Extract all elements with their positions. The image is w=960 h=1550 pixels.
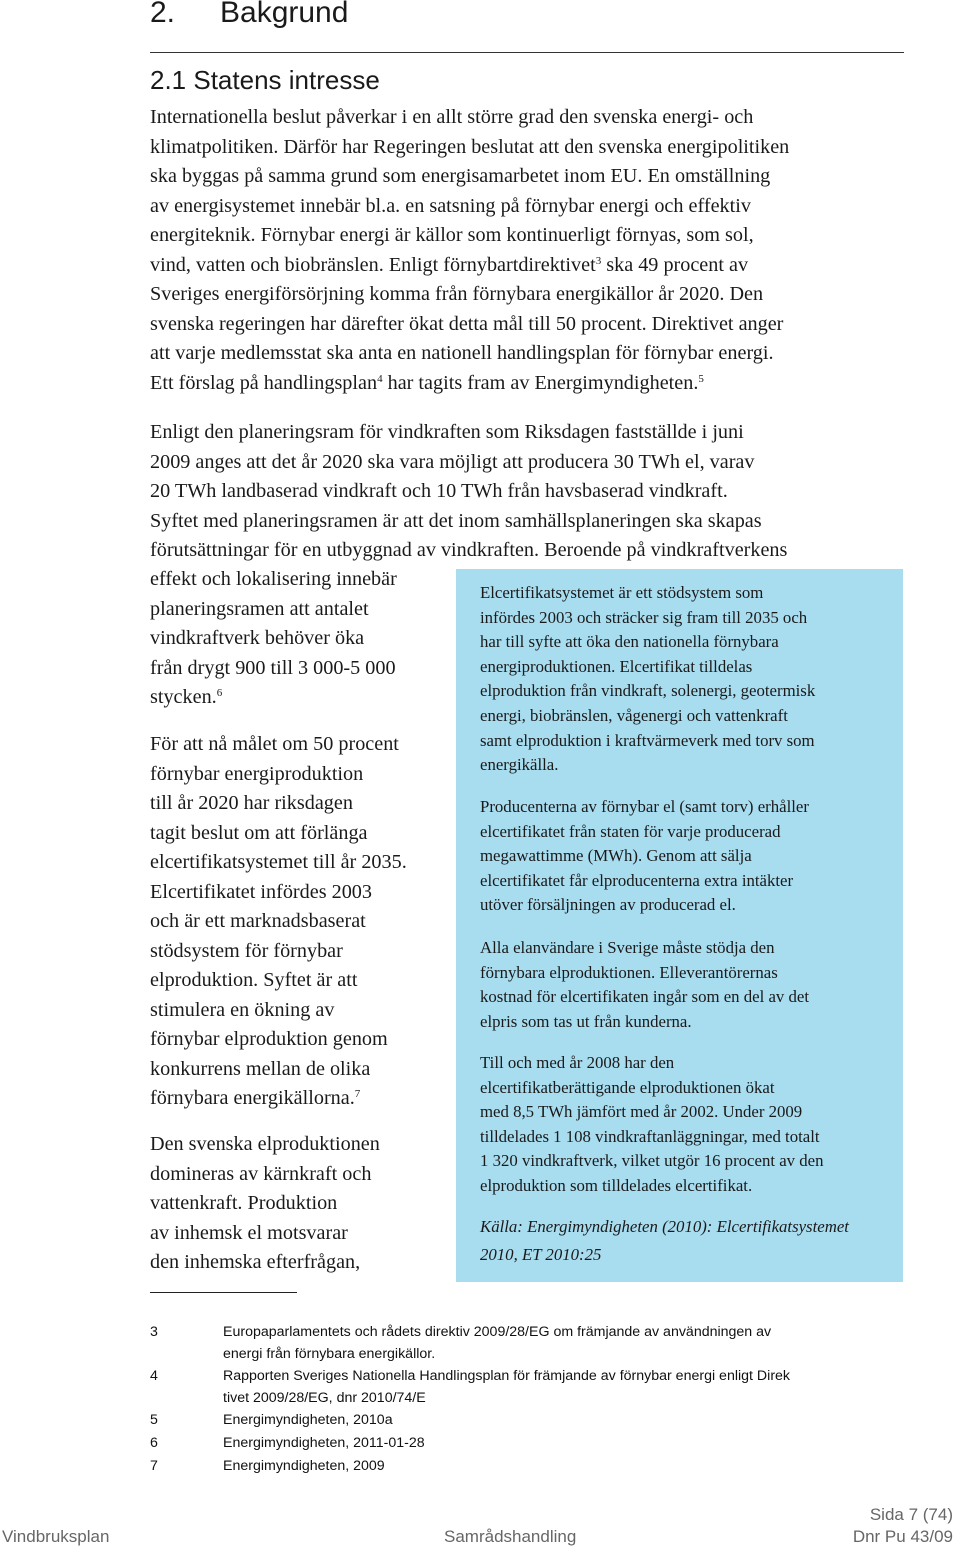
text-line: förnybara elproduktionen. Elleverantörernas bbox=[480, 962, 778, 982]
text-line: svenska regeringen har därefter ökat detta mål till 50 procent. Direktivet anger bbox=[150, 312, 784, 335]
text-line: 20 TWh landbaserad vindkraft och 10 TWh från havsbaserad vindkraft. bbox=[150, 480, 728, 502]
text-line: Syftet med planeringsramen är att det inom samhällsplaneringen ska skapas bbox=[150, 509, 762, 532]
footnote-text: tivet 2009/28/EG, dnr 2010/74/E bbox=[223, 1390, 426, 1406]
text-line: utöver försäljningen av producerad el. bbox=[480, 895, 736, 915]
text-segment: Ett förslag på handlingsplan bbox=[150, 371, 378, 394]
text-segment: förnybara energikällorna. bbox=[150, 1087, 355, 1109]
text-line: elcertifikatet får elproducenterna extra intäkter bbox=[480, 870, 794, 890]
text-line: har till syfte att öka den nationella förnybara bbox=[480, 632, 779, 652]
text-line: Den svenska elproduktionen bbox=[150, 1133, 380, 1155]
text-line: domineras av kärnkraft och bbox=[150, 1162, 372, 1185]
text-line: stödsystem för förnybar bbox=[150, 939, 343, 962]
info-box bbox=[456, 569, 903, 1282]
footnote-text: Energimyndigheten, 2011-01-28 bbox=[223, 1435, 425, 1451]
text-line: ska byggas på samma grund som energisamarbetet inom EU. En omställning bbox=[150, 165, 771, 187]
footer-document-name: Vindbruksplan bbox=[2, 1527, 110, 1546]
text-line: elcertifikatet från staten för varje producerad bbox=[480, 821, 781, 841]
text-line: tagit beslut om att förlänga bbox=[150, 821, 368, 844]
text-line bbox=[150, 369, 789, 399]
text-line: Enligt den planeringsram för vindkraften som Riksdagen fastställde i juni bbox=[150, 421, 744, 443]
footnote-number: 3 bbox=[150, 1324, 158, 1340]
text-line: vindkraftverk behöver öka bbox=[150, 627, 365, 649]
footer-reference-number: Dnr Pu 43/09 bbox=[852, 1527, 953, 1546]
paragraph-2 bbox=[150, 418, 787, 566]
text-line: elcertifikatsystemet till år 2035. bbox=[150, 851, 407, 873]
text-line: megawattimme (MWh). Genom att sälja bbox=[480, 846, 752, 866]
chapter-title: Bakgrund bbox=[220, 0, 349, 29]
info-paragraph bbox=[480, 581, 815, 778]
text-line: och är ett marknadsbaserat bbox=[150, 910, 366, 932]
footnote-text: Rapporten Sveriges Nationella Handlingsplan för främjande av förnybar energi enligt Direk bbox=[223, 1368, 791, 1384]
text-line: energiproduktionen. Elcertifikat tilldelas bbox=[480, 656, 753, 676]
footnote-number: 5 bbox=[150, 1412, 158, 1428]
text-line: 1 320 vindkraftverk, vilket utgör 16 procent av den bbox=[480, 1151, 824, 1171]
text-line: Sveriges energiförsörjning komma från förnybara energikällor år 2020. Den bbox=[150, 283, 764, 305]
text-line: förutsättningar för en utbyggnad av vindkraften. Beroende på vindkraftverkens bbox=[150, 539, 788, 561]
text-line: 2009 anges att det år 2020 ska vara möjligt att producera 30 TWh el, varav bbox=[150, 450, 755, 473]
text-line: Producenterna av förnybar el (samt torv) erhåller bbox=[480, 797, 809, 816]
text-line: energikälla. bbox=[480, 755, 559, 775]
text-line: elproduktion. Syftet är att bbox=[150, 969, 358, 991]
text-line: från drygt 900 till 3 000-5 000 bbox=[150, 656, 396, 679]
info-paragraph bbox=[480, 1051, 823, 1199]
text-line: stimulera en ökning av bbox=[150, 998, 335, 1021]
text-line: klimatpolitiken. Därför har Regeringen beslutat att den svenska energipolitiken bbox=[150, 135, 790, 158]
text-line: energiteknik. Förnybar energi är källor som kontinuerligt förnyas, som sol, bbox=[150, 224, 754, 246]
info-source bbox=[480, 1213, 849, 1269]
left-column-block-1 bbox=[150, 565, 397, 713]
text-line: 2010, ET 2010:25 bbox=[480, 1245, 602, 1264]
text-segment: vind, vatten och biobränslen. Enligt förnybartdirektivet bbox=[150, 253, 596, 276]
text-line: planeringsramen att antalet bbox=[150, 597, 369, 620]
text-line: elproduktion som tilldelades elcertifikat. bbox=[480, 1175, 753, 1195]
info-paragraph bbox=[480, 795, 809, 918]
chapter-number: 2. bbox=[150, 0, 176, 29]
text-line: med 8,5 TWh jämfört med år 2002. Under 2009 bbox=[480, 1102, 803, 1122]
paragraph-1 bbox=[150, 103, 789, 398]
text-line: Källa: Energimyndigheten (2010): Elcertifikatsystemet bbox=[480, 1217, 849, 1236]
footnote-text: Energimyndigheten, 2010a bbox=[223, 1412, 393, 1428]
footnote-ref: 5 bbox=[698, 372, 704, 385]
text-line: att varje medlemsstat ska anta en nationell handlingsplan för förnybar energi. bbox=[150, 342, 774, 364]
footnote-text: Europaparlamentets och rådets direktiv 2009/28/EG om främjande av användningen av bbox=[223, 1324, 772, 1340]
footnote-number: 4 bbox=[150, 1368, 158, 1384]
footnote-separator bbox=[150, 1292, 297, 1293]
text-line: infördes 2003 och sträcker sig fram till 2035 och bbox=[480, 607, 808, 627]
text-segment: har tagits fram av Energimyndigheten. bbox=[382, 371, 699, 394]
text-line: tilldelades 1 108 vindkraftanläggningar, med totalt bbox=[480, 1126, 820, 1146]
left-column-block-3 bbox=[150, 1130, 380, 1278]
text-line: förnybar energiproduktion bbox=[150, 762, 364, 785]
text-line: förnybar elproduktion genom bbox=[150, 1028, 388, 1050]
chapter-heading bbox=[150, 0, 348, 34]
text-line: För att nå målet om 50 procent bbox=[150, 733, 399, 755]
footnote-number: 7 bbox=[150, 1458, 158, 1474]
footnote-text: Energimyndigheten, 2009 bbox=[223, 1458, 385, 1474]
footer-document-status: Samrådshandling bbox=[444, 1527, 577, 1546]
footnote-ref: 3 bbox=[595, 254, 602, 267]
footnote-number: 6 bbox=[150, 1435, 158, 1451]
text-line: Elcertifikatsystemet är ett stödsystem som bbox=[480, 583, 764, 602]
text-line: energi, biobränslen, vågenergi och vattenkraft bbox=[480, 705, 788, 725]
page-number: Sida 7 (74) bbox=[869, 1505, 953, 1524]
left-column-block-2 bbox=[150, 730, 407, 1114]
text-line: Till och med år 2008 har den bbox=[480, 1053, 675, 1072]
text-segment: stycken. bbox=[150, 686, 217, 708]
section-heading: 2.1 Statens intresse bbox=[150, 65, 380, 95]
text-line bbox=[150, 683, 397, 713]
text-line: elcertifikatberättigande elproduktionen ökat bbox=[480, 1077, 775, 1097]
heading-rule bbox=[150, 52, 904, 53]
text-line: Alla elanvändare i Sverige måste stödja den bbox=[480, 938, 775, 957]
text-line: elpris som tas ut från kunderna. bbox=[480, 1011, 692, 1031]
text-line: av inhemsk el motsvarar bbox=[150, 1221, 348, 1244]
text-line: samt elproduktion i kraftvärmeverk med torv som bbox=[480, 730, 815, 750]
text-line: effekt och lokalisering innebär bbox=[150, 568, 397, 590]
text-line: Internationella beslut påverkar i en allt större grad den svenska energi- och bbox=[150, 106, 754, 128]
footnote-text: energi från förnybara energikällor. bbox=[223, 1346, 436, 1362]
text-line bbox=[150, 251, 789, 281]
text-line: vattenkraft. Produktion bbox=[150, 1192, 338, 1214]
text-segment: ska 49 procent av bbox=[601, 253, 749, 276]
text-line bbox=[150, 1084, 407, 1114]
text-line: konkurrens mellan de olika bbox=[150, 1057, 371, 1080]
text-line: den inhemska efterfrågan, bbox=[150, 1251, 361, 1273]
footnote-ref: 4 bbox=[377, 372, 383, 385]
text-line: till år 2020 har riksdagen bbox=[150, 792, 353, 814]
text-line: elproduktion från vindkraft, solenergi, geotermisk bbox=[480, 681, 816, 701]
footnote-ref: 7 bbox=[354, 1088, 361, 1100]
text-line: av energisystemet innebär bl.a. en satsning på förnybar energi och effektiv bbox=[150, 194, 751, 217]
text-line: kostnad för elcertifikaten ingår som en del av det bbox=[480, 987, 809, 1007]
footnote-ref: 6 bbox=[216, 687, 223, 699]
text-line: Elcertifikatet infördes 2003 bbox=[150, 880, 372, 903]
info-paragraph bbox=[480, 936, 809, 1034]
